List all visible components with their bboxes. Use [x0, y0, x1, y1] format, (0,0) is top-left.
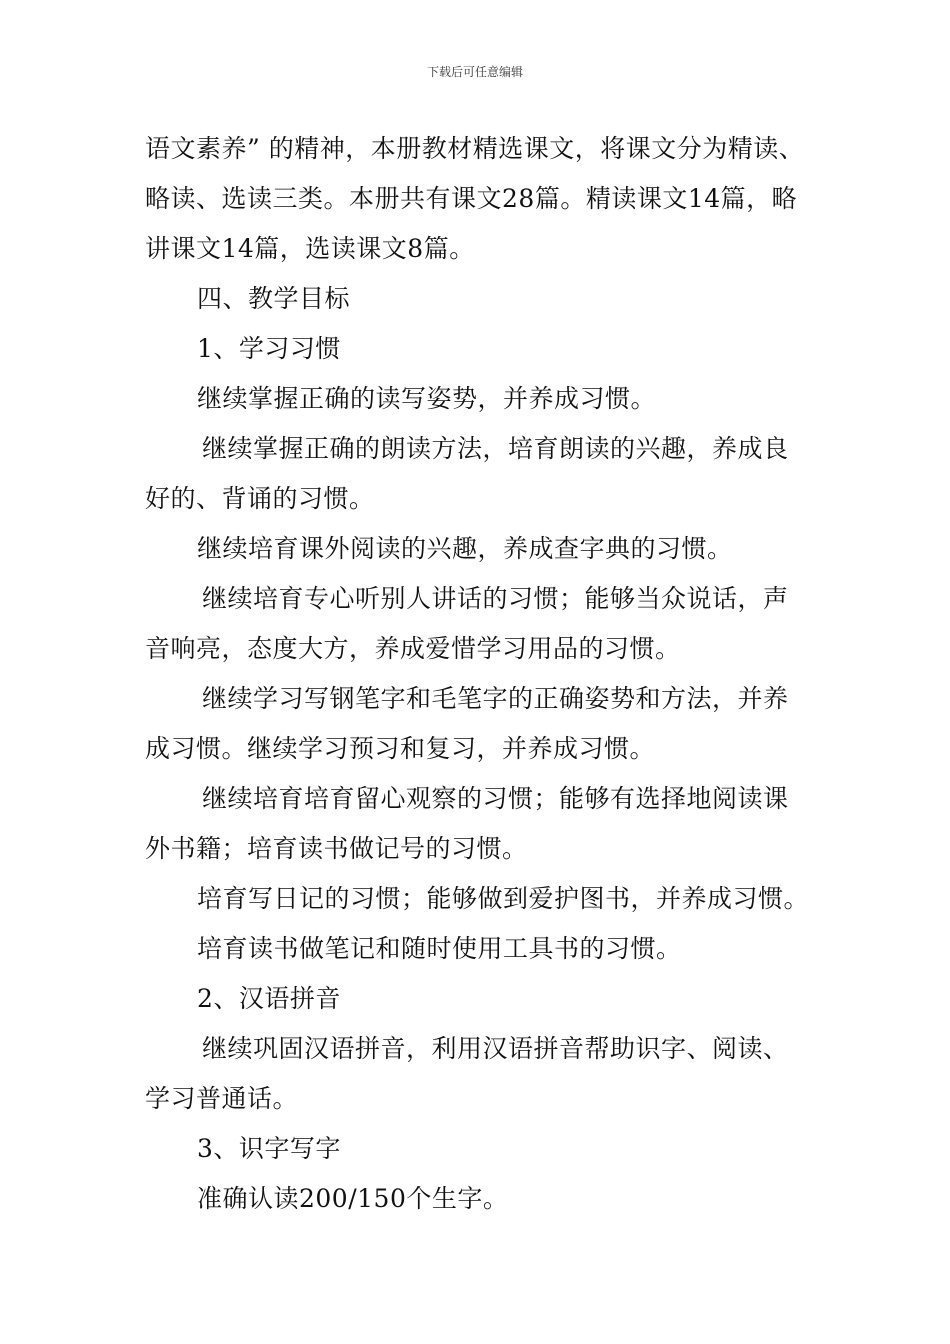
- paragraph-line: 继续学习写钢笔字和毛笔字的正确姿势和方法，并养: [202, 684, 789, 713]
- paragraph-line: 继续掌握正确的读写姿势，并养成习惯。: [197, 384, 657, 413]
- paragraph-line: 好的、背诵的习惯。: [145, 484, 375, 513]
- paragraph-line: 准确认读200/150个生字。: [197, 1184, 509, 1213]
- paragraph-line: 继续掌握正确的朗读方法，培育朗读的兴趣，养成良: [202, 434, 789, 463]
- subsection-heading: 3、识字写字: [197, 1134, 341, 1163]
- section-heading: 四、教学目标: [197, 284, 351, 313]
- paragraph-line: 语文素养” 的精神，本册教材精选课文，将课文分为精读、: [145, 134, 805, 163]
- paragraph-line: 继续培育培育留心观察的习惯；能够有选择地阅读课: [202, 784, 789, 813]
- paragraph-line: 学习普通话。: [145, 1084, 299, 1113]
- subsection-heading: 2、汉语拼音: [197, 984, 341, 1013]
- paragraph-line: 继续培育课外阅读的兴趣，养成查字典的习惯。: [197, 534, 733, 563]
- paragraph-line: 培育读书做笔记和随时使用工具书的习惯。: [197, 934, 682, 963]
- paragraph-line: 音响亮，态度大方，养成爱惜学习用品的习惯。: [145, 634, 681, 663]
- paragraph-line: 继续巩固汉语拼音，利用汉语拼音帮助识字、阅读、: [202, 1034, 789, 1063]
- document-body: [145, 124, 835, 1224]
- paragraph-line: 外书籍；培育读书做记号的习惯。: [145, 834, 528, 863]
- subsection-heading: 1、学习习惯: [197, 334, 341, 363]
- paragraph-line: 略读、选读三类。本册共有课文28篇。精读课文14篇，略: [145, 184, 798, 213]
- paragraph-line: 成习惯。继续学习预习和复习，并养成习惯。: [145, 734, 656, 763]
- page-header: 下载后可任意编辑: [426, 65, 523, 79]
- paragraph-line: 讲课文14篇，选读课文8篇。: [145, 234, 475, 263]
- paragraph-line: 继续培育专心听别人讲话的习惯；能够当众说话，声: [202, 584, 789, 613]
- paragraph-line: 培育写日记的习惯；能够做到爱护图书，并养成习惯。: [197, 884, 810, 913]
